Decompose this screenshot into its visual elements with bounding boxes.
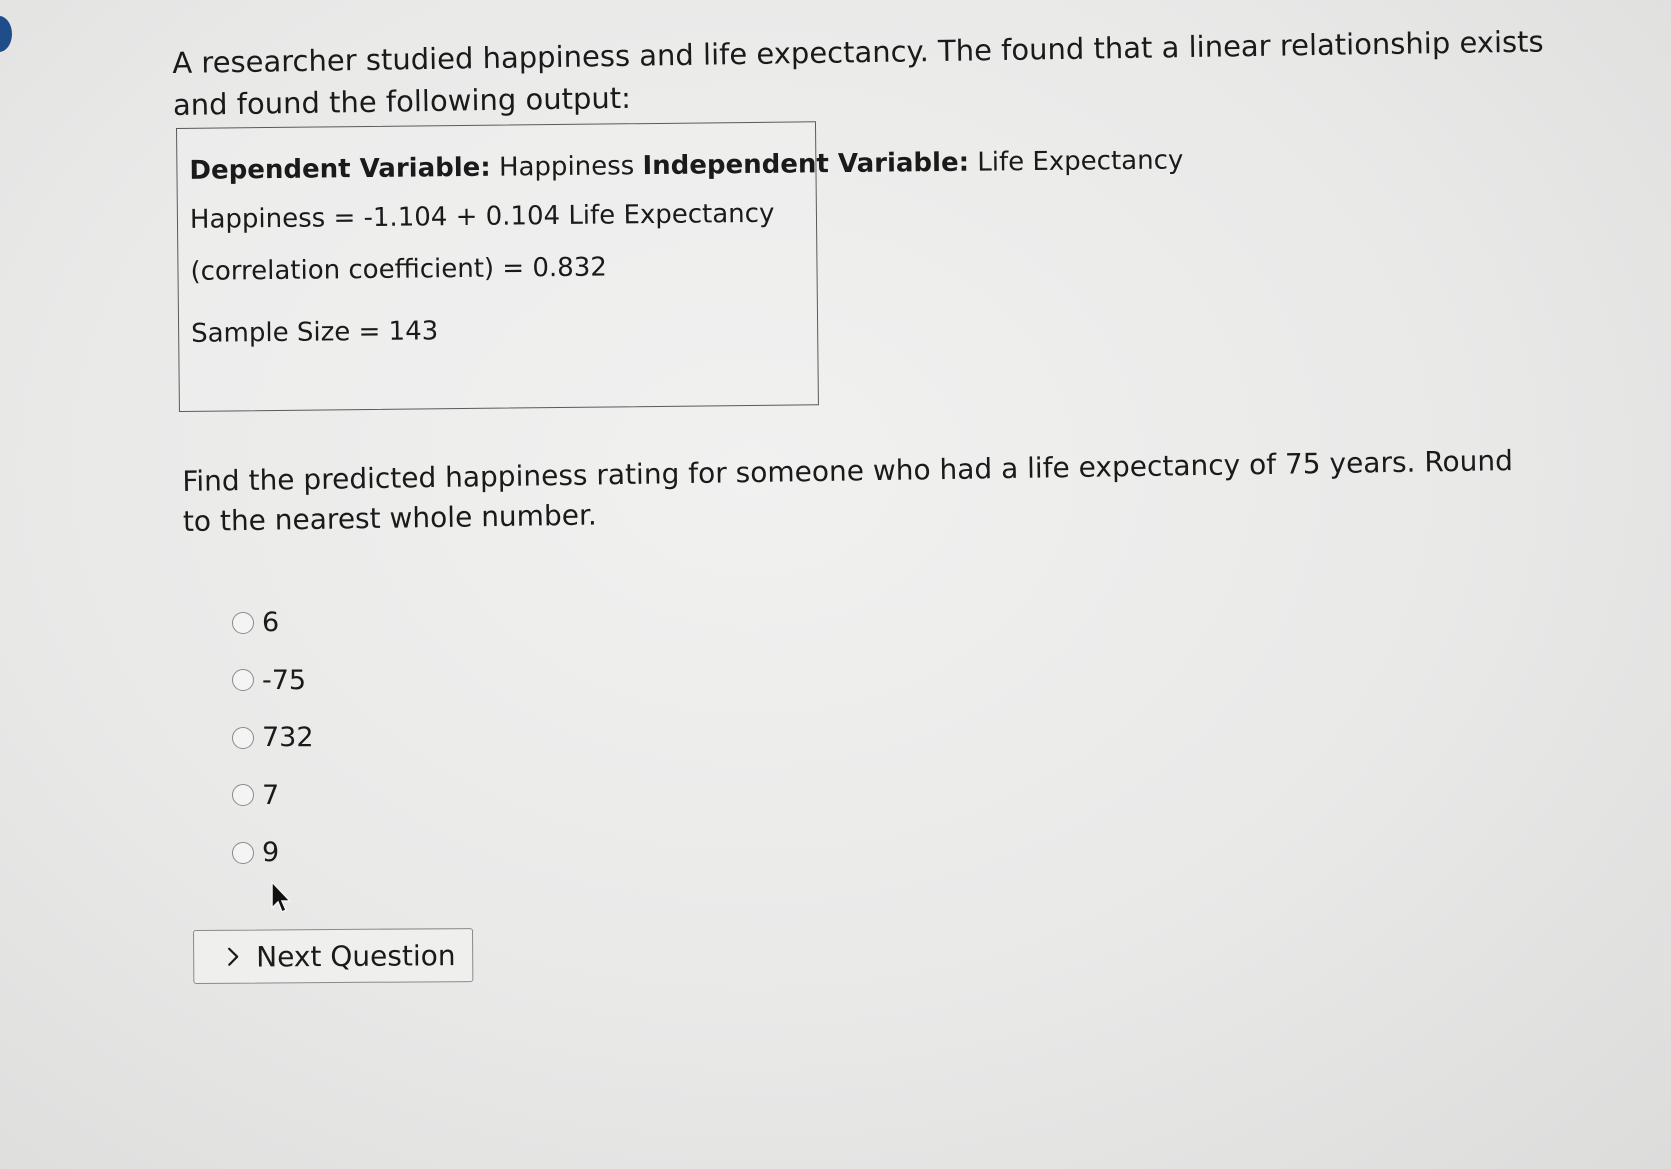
radio-button[interactable] — [232, 612, 254, 634]
answer-option-label: 732 — [262, 722, 314, 754]
answer-option[interactable] — [232, 594, 314, 652]
answer-option[interactable] — [232, 652, 314, 710]
answer-option[interactable] — [232, 824, 314, 882]
answer-option[interactable] — [232, 767, 314, 825]
radio-button[interactable] — [232, 784, 254, 806]
independent-variable-label: Independent Variable: — [642, 147, 970, 182]
correlation-coefficient: (correlation coefficient) = 0.832 — [190, 252, 607, 287]
answer-option-label: 9 — [262, 837, 280, 869]
dependent-variable-value: Happiness — [490, 151, 643, 183]
radio-button[interactable] — [232, 669, 254, 691]
independent-variable-value: Life Expectancy — [968, 145, 1184, 178]
question-prompt: A researcher studied happiness and life expectancy. The found that a linear relationship exists and found the following output: — [172, 24, 1544, 122]
mouse-pointer-icon — [270, 880, 294, 916]
radio-button[interactable] — [232, 842, 254, 864]
answer-options — [232, 594, 314, 882]
answer-option[interactable] — [232, 709, 314, 767]
dependent-variable-label: Dependent Variable: — [189, 152, 491, 186]
variables-line — [189, 144, 1184, 191]
answer-option-label: -75 — [262, 664, 307, 696]
regression-output-box — [176, 121, 1184, 412]
blue-indicator-dot — [0, 16, 12, 52]
radio-button[interactable] — [232, 727, 254, 749]
question-text: Find the predicted happiness rating for someone who had a life expectancy of 75 years. Round to the nearest whole number. — [182, 444, 1514, 538]
regression-equation: Happiness = -1.104 + 0.104 Life Expectancy — [189, 198, 775, 235]
next-question-label: Next Question — [256, 938, 456, 974]
next-question-button[interactable] — [193, 928, 473, 984]
chevron-right-icon — [224, 945, 242, 969]
sample-size: Sample Size = 143 — [190, 316, 439, 349]
answer-option-label: 7 — [262, 779, 280, 811]
answer-option-label: 6 — [262, 607, 280, 639]
